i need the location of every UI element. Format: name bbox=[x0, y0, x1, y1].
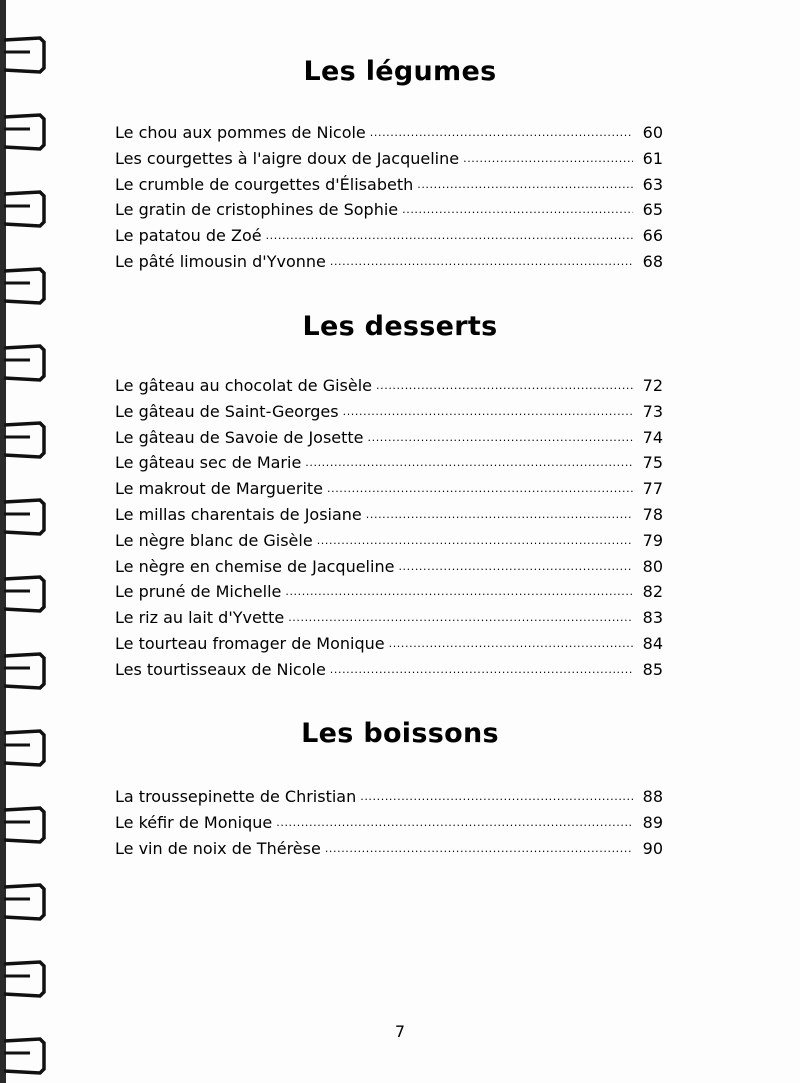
binding-ring bbox=[4, 423, 44, 457]
toc-entry-title: Le makrout de Marguerite bbox=[115, 479, 324, 499]
toc-list-legumes bbox=[115, 118, 663, 273]
dot-leader bbox=[366, 500, 633, 520]
toc-entry[interactable] bbox=[115, 474, 663, 500]
toc-entry-title: Le gâteau sec de Marie bbox=[115, 453, 302, 473]
toc-entry-page: 61 bbox=[642, 148, 663, 168]
section-title-legumes: Les légumes bbox=[303, 56, 497, 87]
binding-ring bbox=[4, 654, 44, 688]
toc-entry-page: 74 bbox=[642, 427, 663, 447]
dot-leader bbox=[417, 170, 633, 190]
binding-ring bbox=[4, 115, 44, 149]
toc-entry-page: 68 bbox=[642, 251, 663, 271]
dot-leader bbox=[330, 247, 633, 267]
toc-entry-title: Le crumble de courgettes d'Élisabeth bbox=[115, 174, 414, 194]
binding-ring bbox=[4, 577, 44, 611]
dot-leader bbox=[343, 397, 633, 417]
toc-entry-page: 84 bbox=[642, 633, 663, 653]
dot-leader bbox=[360, 782, 633, 802]
dot-leader bbox=[285, 577, 633, 597]
dot-leader bbox=[288, 603, 633, 623]
section-title-boissons: Les boissons bbox=[301, 718, 499, 749]
toc-entry-title: Le riz au lait d'Yvette bbox=[115, 608, 285, 628]
toc-entry-page: 63 bbox=[642, 174, 663, 194]
dot-leader bbox=[327, 474, 633, 494]
dot-leader bbox=[325, 834, 633, 854]
dot-leader bbox=[330, 655, 633, 675]
binding-ring bbox=[4, 962, 44, 996]
toc-entry-page: 83 bbox=[642, 608, 663, 628]
binding-ring bbox=[4, 885, 44, 919]
toc-entry-page: 80 bbox=[642, 556, 663, 576]
toc-entry-title: Le gâteau au chocolat de Gisèle bbox=[115, 376, 373, 395]
toc-entry[interactable] bbox=[115, 834, 663, 860]
toc-entry-page: 60 bbox=[642, 123, 663, 142]
dot-leader bbox=[317, 526, 633, 546]
toc-entry[interactable] bbox=[115, 577, 663, 603]
toc-entry-title: Le pruné de Michelle bbox=[115, 582, 282, 602]
dot-leader bbox=[463, 144, 633, 164]
toc-list-boissons bbox=[115, 782, 663, 859]
toc-entry-title: Le nègre en chemise de Jacqueline bbox=[115, 556, 395, 576]
toc-entry[interactable] bbox=[115, 448, 663, 474]
dot-leader bbox=[266, 221, 633, 241]
section-title-desserts: Les desserts bbox=[302, 311, 498, 342]
toc-entry-title: Le chou aux pommes de Nicole bbox=[115, 123, 366, 142]
toc-entry-title: Le gratin de cristophines de Sophie bbox=[115, 200, 399, 220]
dot-leader bbox=[389, 629, 633, 649]
toc-entry-title: Le tourteau fromager de Monique bbox=[115, 633, 385, 653]
toc-entry-page: 78 bbox=[642, 504, 663, 524]
toc-list-desserts bbox=[115, 371, 663, 681]
toc-entry[interactable] bbox=[115, 118, 663, 144]
toc-entry-page: 65 bbox=[642, 200, 663, 220]
toc-entry[interactable] bbox=[115, 195, 663, 221]
toc-entry-page: 75 bbox=[642, 453, 663, 473]
toc-entry[interactable] bbox=[115, 782, 663, 808]
binding-ring bbox=[4, 1039, 44, 1073]
toc-entry-title: Le gâteau de Saint-Georges bbox=[115, 401, 339, 421]
toc-entry[interactable] bbox=[115, 423, 663, 449]
dot-leader bbox=[368, 423, 633, 443]
binding-ring bbox=[4, 346, 44, 380]
toc-entry[interactable] bbox=[115, 552, 663, 578]
toc-entry[interactable] bbox=[115, 655, 663, 681]
toc-entry-title: Le kéfir de Monique bbox=[115, 812, 273, 832]
dot-leader bbox=[305, 448, 633, 468]
toc-entry[interactable] bbox=[115, 629, 663, 655]
toc-entry-page: 82 bbox=[642, 582, 663, 602]
toc-entry-page: 88 bbox=[642, 787, 663, 806]
toc-entry[interactable] bbox=[115, 247, 663, 273]
toc-entry-page: 85 bbox=[642, 659, 663, 679]
toc-entry[interactable] bbox=[115, 397, 663, 423]
dot-leader bbox=[402, 195, 633, 215]
toc-entry-title: Le nègre blanc de Gisèle bbox=[115, 530, 313, 550]
toc-entry-page: 73 bbox=[642, 401, 663, 421]
toc-entry[interactable] bbox=[115, 144, 663, 170]
dot-leader bbox=[370, 118, 633, 138]
toc-entry[interactable] bbox=[115, 500, 663, 526]
page-number: 7 bbox=[394, 1022, 406, 1041]
toc-entry-page: 72 bbox=[642, 376, 663, 395]
binding-ring bbox=[4, 808, 44, 842]
spiral-binding-graphic bbox=[0, 0, 52, 1083]
toc-entry[interactable] bbox=[115, 221, 663, 247]
toc-entry-title: La troussepinette de Christian bbox=[115, 787, 357, 806]
spiral-binding bbox=[0, 0, 52, 1083]
toc-entry-page: 79 bbox=[642, 530, 663, 550]
toc-entry-title: Le vin de noix de Thérèse bbox=[115, 838, 321, 858]
toc-entry[interactable] bbox=[115, 808, 663, 834]
toc-entry-page: 90 bbox=[642, 838, 663, 858]
toc-entry-page: 66 bbox=[642, 226, 663, 246]
dot-leader bbox=[376, 371, 633, 391]
binding-ring bbox=[4, 500, 44, 534]
binding-ring bbox=[4, 192, 44, 226]
toc-entry-page: 89 bbox=[642, 812, 663, 832]
dot-leader bbox=[276, 808, 633, 828]
toc-entry[interactable] bbox=[115, 603, 663, 629]
toc-entry-title: Les courgettes à l'aigre doux de Jacqueline bbox=[115, 148, 460, 168]
toc-entry-page: 77 bbox=[642, 479, 663, 499]
toc-entry-title: Le gâteau de Savoie de Josette bbox=[115, 427, 364, 447]
toc-entry[interactable] bbox=[115, 170, 663, 196]
toc-entry[interactable] bbox=[115, 526, 663, 552]
toc-entry[interactable] bbox=[115, 371, 663, 397]
binding-ring bbox=[4, 269, 44, 303]
toc-entry-title: Le pâté limousin d'Yvonne bbox=[115, 251, 326, 271]
toc-entry-title: Le millas charentais de Josiane bbox=[115, 504, 362, 524]
dot-leader bbox=[398, 552, 633, 572]
toc-entry-title: Le patatou de Zoé bbox=[115, 226, 262, 246]
toc-entry-title: Les tourtisseaux de Nicole bbox=[115, 659, 326, 679]
